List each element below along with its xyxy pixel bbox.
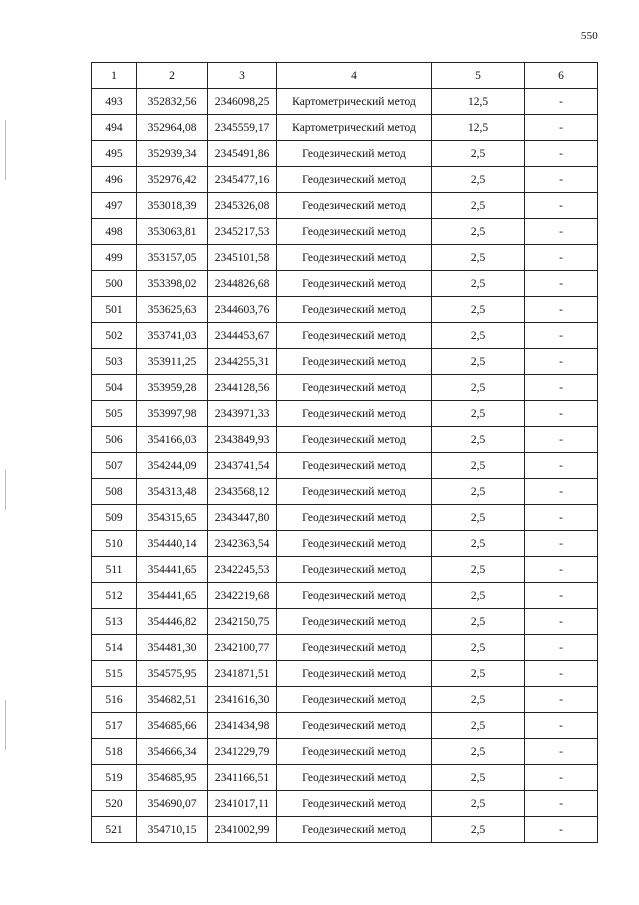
x-coordinate-cell: 352976,42 [137, 167, 208, 193]
accuracy-cell: 2,5 [432, 141, 525, 167]
accuracy-cell: 2,5 [432, 401, 525, 427]
method-cell: Геодезический метод [277, 739, 432, 765]
y-coordinate-cell: 2344255,31 [208, 349, 277, 375]
point-number-cell: 498 [92, 219, 137, 245]
accuracy-cell: 2,5 [432, 739, 525, 765]
x-coordinate-cell: 353741,03 [137, 323, 208, 349]
accuracy-cell: 2,5 [432, 713, 525, 739]
column-header: 2 [137, 63, 208, 89]
y-coordinate-cell: 2344453,67 [208, 323, 277, 349]
point-number-cell: 510 [92, 531, 137, 557]
table-row [92, 193, 598, 219]
method-cell: Геодезический метод [277, 791, 432, 817]
point-number-cell: 502 [92, 323, 137, 349]
note-cell: - [525, 427, 598, 453]
y-coordinate-cell: 2344826,68 [208, 271, 277, 297]
y-coordinate-cell: 2343741,54 [208, 453, 277, 479]
method-cell: Геодезический метод [277, 453, 432, 479]
accuracy-cell: 2,5 [432, 557, 525, 583]
table-row [92, 245, 598, 271]
point-number-cell: 508 [92, 479, 137, 505]
table-row [92, 791, 598, 817]
table-row [92, 401, 598, 427]
accuracy-cell: 2,5 [432, 349, 525, 375]
point-number-cell: 503 [92, 349, 137, 375]
x-coordinate-cell: 352939,34 [137, 141, 208, 167]
x-coordinate-cell: 354446,82 [137, 609, 208, 635]
table-row [92, 713, 598, 739]
method-cell: Геодезический метод [277, 141, 432, 167]
accuracy-cell: 2,5 [432, 193, 525, 219]
note-cell: - [525, 817, 598, 843]
x-coordinate-cell: 353018,39 [137, 193, 208, 219]
x-coordinate-cell: 354481,30 [137, 635, 208, 661]
point-number-cell: 519 [92, 765, 137, 791]
x-coordinate-cell: 354313,48 [137, 479, 208, 505]
y-coordinate-cell: 2344603,76 [208, 297, 277, 323]
accuracy-cell: 2,5 [432, 453, 525, 479]
y-coordinate-cell: 2342245,53 [208, 557, 277, 583]
method-cell: Геодезический метод [277, 609, 432, 635]
note-cell: - [525, 115, 598, 141]
table-header-row [92, 63, 598, 89]
point-number-cell: 496 [92, 167, 137, 193]
y-coordinate-cell: 2342150,75 [208, 609, 277, 635]
method-cell: Картометрический метод [277, 115, 432, 141]
note-cell: - [525, 245, 598, 271]
coordinates-table [91, 62, 598, 843]
accuracy-cell: 2,5 [432, 817, 525, 843]
accuracy-cell: 2,5 [432, 583, 525, 609]
point-number-cell: 512 [92, 583, 137, 609]
accuracy-cell: 2,5 [432, 219, 525, 245]
x-coordinate-cell: 353997,98 [137, 401, 208, 427]
accuracy-cell: 2,5 [432, 609, 525, 635]
point-number-cell: 500 [92, 271, 137, 297]
page-number: 550 [580, 30, 598, 42]
y-coordinate-cell: 2341434,98 [208, 713, 277, 739]
method-cell: Геодезический метод [277, 297, 432, 323]
method-cell: Геодезический метод [277, 375, 432, 401]
table-row [92, 661, 598, 687]
y-coordinate-cell: 2341229,79 [208, 739, 277, 765]
accuracy-cell: 2,5 [432, 427, 525, 453]
table-row [92, 557, 598, 583]
point-number-cell: 513 [92, 609, 137, 635]
method-cell: Геодезический метод [277, 219, 432, 245]
y-coordinate-cell: 2343447,80 [208, 505, 277, 531]
table-row [92, 427, 598, 453]
point-number-cell: 499 [92, 245, 137, 271]
accuracy-cell: 2,5 [432, 635, 525, 661]
note-cell: - [525, 219, 598, 245]
table-row [92, 817, 598, 843]
table-row [92, 375, 598, 401]
x-coordinate-cell: 354441,65 [137, 583, 208, 609]
method-cell: Геодезический метод [277, 661, 432, 687]
x-coordinate-cell: 354440,14 [137, 531, 208, 557]
table-row [92, 89, 598, 115]
y-coordinate-cell: 2341017,11 [208, 791, 277, 817]
point-number-cell: 517 [92, 713, 137, 739]
table-row [92, 219, 598, 245]
accuracy-cell: 2,5 [432, 297, 525, 323]
x-coordinate-cell: 354710,15 [137, 817, 208, 843]
method-cell: Геодезический метод [277, 817, 432, 843]
note-cell: - [525, 167, 598, 193]
column-header: 3 [208, 63, 277, 89]
table-row [92, 323, 598, 349]
table-row [92, 141, 598, 167]
x-coordinate-cell: 354685,95 [137, 765, 208, 791]
accuracy-cell: 12,5 [432, 89, 525, 115]
x-coordinate-cell: 353911,25 [137, 349, 208, 375]
note-cell: - [525, 687, 598, 713]
accuracy-cell: 2,5 [432, 167, 525, 193]
table-row [92, 167, 598, 193]
y-coordinate-cell: 2343568,12 [208, 479, 277, 505]
method-cell: Геодезический метод [277, 245, 432, 271]
note-cell: - [525, 583, 598, 609]
note-cell: - [525, 505, 598, 531]
method-cell: Геодезический метод [277, 271, 432, 297]
note-cell: - [525, 713, 598, 739]
y-coordinate-cell: 2345559,17 [208, 115, 277, 141]
note-cell: - [525, 193, 598, 219]
note-cell: - [525, 661, 598, 687]
y-coordinate-cell: 2341166,51 [208, 765, 277, 791]
y-coordinate-cell: 2345101,58 [208, 245, 277, 271]
column-header: 6 [525, 63, 598, 89]
note-cell: - [525, 635, 598, 661]
x-coordinate-cell: 354244,09 [137, 453, 208, 479]
note-cell: - [525, 765, 598, 791]
point-number-cell: 518 [92, 739, 137, 765]
method-cell: Геодезический метод [277, 505, 432, 531]
scan-edge-mark [5, 120, 6, 180]
y-coordinate-cell: 2344128,56 [208, 375, 277, 401]
note-cell: - [525, 531, 598, 557]
point-number-cell: 521 [92, 817, 137, 843]
note-cell: - [525, 453, 598, 479]
table-row [92, 505, 598, 531]
note-cell: - [525, 375, 598, 401]
table-row [92, 115, 598, 141]
note-cell: - [525, 739, 598, 765]
table-row [92, 453, 598, 479]
accuracy-cell: 2,5 [432, 375, 525, 401]
table-row [92, 271, 598, 297]
method-cell: Геодезический метод [277, 427, 432, 453]
scan-edge-mark [5, 470, 6, 510]
point-number-cell: 511 [92, 557, 137, 583]
point-number-cell: 516 [92, 687, 137, 713]
accuracy-cell: 12,5 [432, 115, 525, 141]
note-cell: - [525, 479, 598, 505]
x-coordinate-cell: 353959,28 [137, 375, 208, 401]
y-coordinate-cell: 2346098,25 [208, 89, 277, 115]
x-coordinate-cell: 354685,66 [137, 713, 208, 739]
method-cell: Геодезический метод [277, 687, 432, 713]
method-cell: Геодезический метод [277, 193, 432, 219]
note-cell: - [525, 609, 598, 635]
x-coordinate-cell: 354575,95 [137, 661, 208, 687]
accuracy-cell: 2,5 [432, 245, 525, 271]
x-coordinate-cell: 352832,56 [137, 89, 208, 115]
accuracy-cell: 2,5 [432, 791, 525, 817]
point-number-cell: 506 [92, 427, 137, 453]
note-cell: - [525, 323, 598, 349]
y-coordinate-cell: 2342363,54 [208, 531, 277, 557]
method-cell: Геодезический метод [277, 479, 432, 505]
note-cell: - [525, 401, 598, 427]
note-cell: - [525, 297, 598, 323]
point-number-cell: 494 [92, 115, 137, 141]
method-cell: Геодезический метод [277, 583, 432, 609]
x-coordinate-cell: 354166,03 [137, 427, 208, 453]
x-coordinate-cell: 354441,65 [137, 557, 208, 583]
table-row [92, 531, 598, 557]
x-coordinate-cell: 353157,05 [137, 245, 208, 271]
table-row [92, 635, 598, 661]
x-coordinate-cell: 353625,63 [137, 297, 208, 323]
method-cell: Геодезический метод [277, 635, 432, 661]
table-row [92, 609, 598, 635]
accuracy-cell: 2,5 [432, 323, 525, 349]
accuracy-cell: 2,5 [432, 479, 525, 505]
point-number-cell: 497 [92, 193, 137, 219]
column-header: 1 [92, 63, 137, 89]
x-coordinate-cell: 354682,51 [137, 687, 208, 713]
accuracy-cell: 2,5 [432, 271, 525, 297]
x-coordinate-cell: 354690,07 [137, 791, 208, 817]
note-cell: - [525, 141, 598, 167]
method-cell: Геодезический метод [277, 765, 432, 791]
table-body [92, 89, 598, 843]
point-number-cell: 505 [92, 401, 137, 427]
note-cell: - [525, 557, 598, 583]
method-cell: Геодезический метод [277, 531, 432, 557]
coordinates-table-container [91, 62, 597, 843]
x-coordinate-cell: 353063,81 [137, 219, 208, 245]
point-number-cell: 507 [92, 453, 137, 479]
column-header: 4 [277, 63, 432, 89]
note-cell: - [525, 89, 598, 115]
x-coordinate-cell: 353398,02 [137, 271, 208, 297]
note-cell: - [525, 791, 598, 817]
x-coordinate-cell: 354315,65 [137, 505, 208, 531]
y-coordinate-cell: 2345326,08 [208, 193, 277, 219]
x-coordinate-cell: 352964,08 [137, 115, 208, 141]
method-cell: Геодезический метод [277, 167, 432, 193]
method-cell: Картометрический метод [277, 89, 432, 115]
x-coordinate-cell: 354666,34 [137, 739, 208, 765]
point-number-cell: 520 [92, 791, 137, 817]
point-number-cell: 509 [92, 505, 137, 531]
accuracy-cell: 2,5 [432, 531, 525, 557]
y-coordinate-cell: 2343971,33 [208, 401, 277, 427]
note-cell: - [525, 271, 598, 297]
method-cell: Геодезический метод [277, 713, 432, 739]
point-number-cell: 514 [92, 635, 137, 661]
note-cell: - [525, 349, 598, 375]
accuracy-cell: 2,5 [432, 661, 525, 687]
accuracy-cell: 2,5 [432, 687, 525, 713]
y-coordinate-cell: 2343849,93 [208, 427, 277, 453]
method-cell: Геодезический метод [277, 401, 432, 427]
y-coordinate-cell: 2345477,16 [208, 167, 277, 193]
accuracy-cell: 2,5 [432, 505, 525, 531]
table-row [92, 349, 598, 375]
y-coordinate-cell: 2341002,99 [208, 817, 277, 843]
scan-edge-mark [5, 700, 6, 750]
table-row [92, 583, 598, 609]
column-header: 5 [432, 63, 525, 89]
point-number-cell: 501 [92, 297, 137, 323]
table-row [92, 765, 598, 791]
table-row [92, 297, 598, 323]
table-row [92, 687, 598, 713]
y-coordinate-cell: 2342219,68 [208, 583, 277, 609]
table-row [92, 479, 598, 505]
method-cell: Геодезический метод [277, 323, 432, 349]
y-coordinate-cell: 2345217,53 [208, 219, 277, 245]
point-number-cell: 515 [92, 661, 137, 687]
point-number-cell: 504 [92, 375, 137, 401]
method-cell: Геодезический метод [277, 349, 432, 375]
point-number-cell: 493 [92, 89, 137, 115]
y-coordinate-cell: 2345491,86 [208, 141, 277, 167]
point-number-cell: 495 [92, 141, 137, 167]
method-cell: Геодезический метод [277, 557, 432, 583]
y-coordinate-cell: 2341616,30 [208, 687, 277, 713]
y-coordinate-cell: 2341871,51 [208, 661, 277, 687]
accuracy-cell: 2,5 [432, 765, 525, 791]
y-coordinate-cell: 2342100,77 [208, 635, 277, 661]
table-row [92, 739, 598, 765]
